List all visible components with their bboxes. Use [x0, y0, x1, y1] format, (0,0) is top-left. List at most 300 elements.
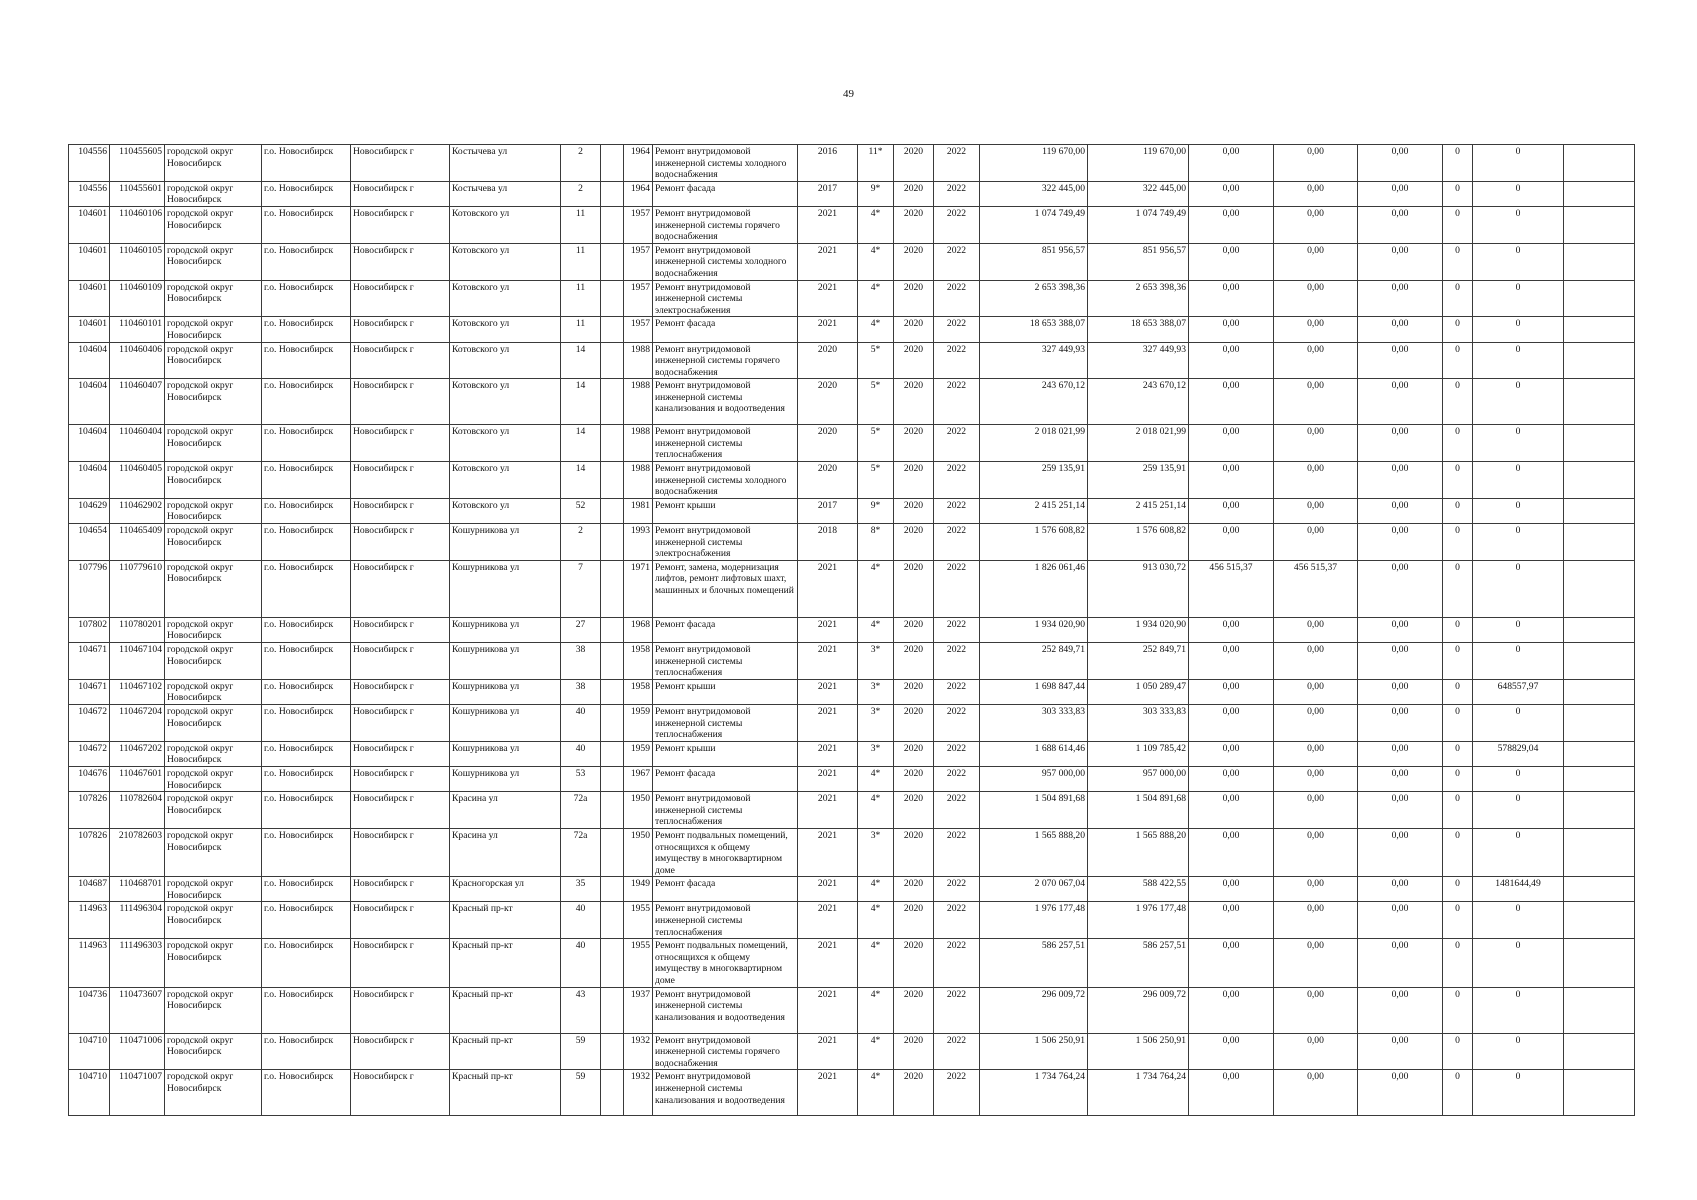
cell-federal-cost: 0,00	[1189, 317, 1274, 342]
cell-planned-year: 2021	[798, 617, 858, 642]
table-row	[69, 145, 1635, 182]
cell-priority: 4*	[858, 617, 894, 642]
cell-locality: Новосибирск г	[351, 145, 450, 182]
cell-planned-year: 2021	[798, 877, 858, 902]
cell-work-id: 110467601	[110, 766, 165, 791]
cell-federal-cost: 0,00	[1189, 425, 1274, 462]
cell-total-cost: 18 653 388,07	[980, 317, 1088, 342]
cell-local-budget-cost: 0,00	[1358, 643, 1443, 680]
cell-note	[1564, 939, 1635, 987]
cell-regional-budget-cost: 0,00	[1274, 828, 1358, 876]
cell-municipal-district: городской округ Новосибирск	[165, 498, 262, 523]
cell-work-id: 110467204	[110, 704, 165, 741]
cell-priority: 4*	[858, 280, 894, 317]
cell-house-id: 104671	[69, 679, 110, 704]
cell-house-id: 104556	[69, 181, 110, 206]
cell-priority: 4*	[858, 560, 894, 617]
cell-building	[601, 679, 624, 704]
cell-start-year: 2020	[894, 679, 934, 704]
cell-total-cost: 1 976 177,48	[980, 902, 1088, 939]
cell-work-type: Ремонт внутридомовой инженерной системы теплоснабжения	[653, 643, 798, 680]
cell-regional-fund-cost: 1 074 749,49	[1088, 206, 1189, 243]
cell-locality: Новосибирск г	[351, 643, 450, 680]
cell-house-number: 43	[561, 987, 601, 1033]
cell-house-number: 59	[561, 1033, 601, 1070]
cell-end-year: 2022	[934, 679, 980, 704]
cell-federal-cost: 0,00	[1189, 379, 1274, 425]
cell-house-number: 27	[561, 617, 601, 642]
cell-priority: 4*	[858, 766, 894, 791]
cell-locality: Новосибирск г	[351, 617, 450, 642]
cell-house-id: 104672	[69, 741, 110, 766]
cell-note	[1564, 181, 1635, 206]
cell-work-id: 110467202	[110, 741, 165, 766]
cell-local-budget-cost: 0,00	[1358, 902, 1443, 939]
cell-local-budget-cost: 0,00	[1358, 181, 1443, 206]
cell-build-year: 1957	[624, 206, 653, 243]
cell-build-year: 1955	[624, 902, 653, 939]
cell-local-budget-cost: 0,00	[1358, 342, 1443, 379]
cell-locality: Новосибирск г	[351, 902, 450, 939]
cell-house-number: 7	[561, 560, 601, 617]
cell-street: Кошурникова ул	[450, 704, 561, 741]
cell-other-cost: 0	[1443, 524, 1473, 561]
cell-regional-fund-cost: 259 135,91	[1088, 462, 1189, 499]
cell-note	[1564, 425, 1635, 462]
cell-work-type: Ремонт внутридомовой инженерной системы теплоснабжения	[653, 704, 798, 741]
cell-regional-budget-cost: 0,00	[1274, 987, 1358, 1033]
cell-start-year: 2020	[894, 317, 934, 342]
cell-end-year: 2022	[934, 342, 980, 379]
cell-municipal-district: городской округ Новосибирск	[165, 280, 262, 317]
cell-local-budget-cost: 0,00	[1358, 243, 1443, 280]
cell-regional-fund-cost: 1 504 891,68	[1088, 792, 1189, 829]
cell-total-cost: 252 849,71	[980, 643, 1088, 680]
cell-priority: 8*	[858, 524, 894, 561]
cell-regional-budget-cost: 0,00	[1274, 939, 1358, 987]
cell-owners-funds: 648557,97	[1473, 679, 1564, 704]
cell-federal-cost: 0,00	[1189, 987, 1274, 1033]
cell-regional-fund-cost: 1 109 785,42	[1088, 741, 1189, 766]
cell-priority: 4*	[858, 1033, 894, 1070]
cell-total-cost: 2 070 067,04	[980, 877, 1088, 902]
cell-municipal-district: городской округ Новосибирск	[165, 524, 262, 561]
cell-street: Красный пр-кт	[450, 902, 561, 939]
cell-federal-cost: 0,00	[1189, 342, 1274, 379]
cell-regional-fund-cost: 2 653 398,36	[1088, 280, 1189, 317]
cell-regional-fund-cost: 1 934 020,90	[1088, 617, 1189, 642]
cell-start-year: 2020	[894, 243, 934, 280]
cell-planned-year: 2021	[798, 939, 858, 987]
cell-house-number: 40	[561, 902, 601, 939]
cell-priority: 4*	[858, 792, 894, 829]
cell-municipality: г.о. Новосибирск	[262, 643, 351, 680]
cell-total-cost: 1 506 250,91	[980, 1033, 1088, 1070]
cell-building	[601, 617, 624, 642]
cell-owners-funds: 0	[1473, 643, 1564, 680]
cell-federal-cost: 0,00	[1189, 181, 1274, 206]
cell-local-budget-cost: 0,00	[1358, 1033, 1443, 1070]
cell-note	[1564, 243, 1635, 280]
cell-total-cost: 1 698 847,44	[980, 679, 1088, 704]
cell-owners-funds: 0	[1473, 280, 1564, 317]
table-row	[69, 342, 1635, 379]
cell-house-id: 104601	[69, 280, 110, 317]
cell-regional-fund-cost: 1 576 608,82	[1088, 524, 1189, 561]
cell-priority: 5*	[858, 425, 894, 462]
cell-regional-budget-cost: 0,00	[1274, 792, 1358, 829]
cell-local-budget-cost: 0,00	[1358, 741, 1443, 766]
table-row	[69, 425, 1635, 462]
cell-building	[601, 902, 624, 939]
cell-owners-funds: 578829,04	[1473, 741, 1564, 766]
cell-street: Кошурникова ул	[450, 679, 561, 704]
cell-priority: 4*	[858, 877, 894, 902]
cell-end-year: 2022	[934, 792, 980, 829]
cell-start-year: 2020	[894, 877, 934, 902]
cell-municipality: г.о. Новосибирск	[262, 1070, 351, 1116]
cell-house-number: 14	[561, 379, 601, 425]
cell-locality: Новосибирск г	[351, 877, 450, 902]
table-row	[69, 243, 1635, 280]
cell-federal-cost: 0,00	[1189, 1033, 1274, 1070]
cell-start-year: 2020	[894, 145, 934, 182]
cell-federal-cost: 0,00	[1189, 498, 1274, 523]
cell-regional-fund-cost: 588 422,55	[1088, 877, 1189, 902]
cell-work-id: 110780201	[110, 617, 165, 642]
cell-end-year: 2022	[934, 425, 980, 462]
cell-other-cost: 0	[1443, 280, 1473, 317]
cell-work-id: 110779610	[110, 560, 165, 617]
cell-municipality: г.о. Новосибирск	[262, 145, 351, 182]
cell-municipal-district: городской округ Новосибирск	[165, 243, 262, 280]
cell-building	[601, 1070, 624, 1116]
cell-regional-fund-cost: 586 257,51	[1088, 939, 1189, 987]
cell-work-type: Ремонт фасада	[653, 766, 798, 791]
cell-regional-fund-cost: 322 445,00	[1088, 181, 1189, 206]
cell-house-id: 107802	[69, 617, 110, 642]
cell-federal-cost: 0,00	[1189, 704, 1274, 741]
cell-work-type: Ремонт фасада	[653, 877, 798, 902]
cell-owners-funds: 0	[1473, 902, 1564, 939]
cell-house-number: 72а	[561, 792, 601, 829]
cell-work-id: 110462902	[110, 498, 165, 523]
cell-local-budget-cost: 0,00	[1358, 560, 1443, 617]
cell-build-year: 1932	[624, 1070, 653, 1116]
cell-build-year: 1988	[624, 462, 653, 499]
cell-end-year: 2022	[934, 317, 980, 342]
table-row	[69, 206, 1635, 243]
cell-work-type: Ремонт крыши	[653, 498, 798, 523]
cell-federal-cost: 0,00	[1189, 462, 1274, 499]
cell-planned-year: 2020	[798, 462, 858, 499]
cell-work-id: 110460106	[110, 206, 165, 243]
cell-other-cost: 0	[1443, 145, 1473, 182]
cell-note	[1564, 1070, 1635, 1116]
cell-work-id: 110460404	[110, 425, 165, 462]
cell-planned-year: 2021	[798, 766, 858, 791]
cell-work-type: Ремонт внутридомовой инженерной системы канализования и водоотведения	[653, 1070, 798, 1116]
cell-building	[601, 181, 624, 206]
cell-start-year: 2020	[894, 792, 934, 829]
cell-start-year: 2020	[894, 704, 934, 741]
cell-work-id: 110471007	[110, 1070, 165, 1116]
cell-priority: 3*	[858, 828, 894, 876]
cell-regional-budget-cost: 0,00	[1274, 342, 1358, 379]
cell-building	[601, 206, 624, 243]
cell-building	[601, 877, 624, 902]
cell-work-id: 111496304	[110, 902, 165, 939]
cell-work-type: Ремонт крыши	[653, 679, 798, 704]
cell-planned-year: 2021	[798, 243, 858, 280]
cell-start-year: 2020	[894, 181, 934, 206]
cell-house-id: 104604	[69, 462, 110, 499]
cell-start-year: 2020	[894, 342, 934, 379]
cell-municipality: г.о. Новосибирск	[262, 425, 351, 462]
cell-municipal-district: городской округ Новосибирск	[165, 342, 262, 379]
cell-note	[1564, 617, 1635, 642]
cell-regional-budget-cost: 0,00	[1274, 766, 1358, 791]
cell-total-cost: 1 826 061,46	[980, 560, 1088, 617]
cell-locality: Новосибирск г	[351, 342, 450, 379]
cell-locality: Новосибирск г	[351, 828, 450, 876]
cell-building	[601, 243, 624, 280]
cell-other-cost: 0	[1443, 741, 1473, 766]
cell-other-cost: 0	[1443, 498, 1473, 523]
cell-planned-year: 2021	[798, 987, 858, 1033]
cell-street: Котовского ул	[450, 462, 561, 499]
cell-municipality: г.о. Новосибирск	[262, 560, 351, 617]
cell-locality: Новосибирск г	[351, 425, 450, 462]
cell-owners-funds: 0	[1473, 181, 1564, 206]
cell-total-cost: 259 135,91	[980, 462, 1088, 499]
cell-owners-funds: 0	[1473, 145, 1564, 182]
cell-owners-funds: 0	[1473, 1033, 1564, 1070]
cell-house-id: 104604	[69, 379, 110, 425]
table-row	[69, 987, 1635, 1033]
cell-start-year: 2020	[894, 939, 934, 987]
cell-municipality: г.о. Новосибирск	[262, 1033, 351, 1070]
cell-total-cost: 586 257,51	[980, 939, 1088, 987]
cell-note	[1564, 792, 1635, 829]
cell-federal-cost: 0,00	[1189, 145, 1274, 182]
cell-owners-funds: 0	[1473, 462, 1564, 499]
cell-planned-year: 2017	[798, 498, 858, 523]
cell-start-year: 2020	[894, 524, 934, 561]
cell-regional-fund-cost: 327 449,93	[1088, 342, 1189, 379]
cell-municipality: г.о. Новосибирск	[262, 342, 351, 379]
cell-building	[601, 828, 624, 876]
cell-locality: Новосибирск г	[351, 1033, 450, 1070]
cell-end-year: 2022	[934, 145, 980, 182]
cell-work-id: 110460105	[110, 243, 165, 280]
cell-house-id: 107796	[69, 560, 110, 617]
cell-start-year: 2020	[894, 741, 934, 766]
cell-start-year: 2020	[894, 617, 934, 642]
cell-build-year: 1964	[624, 181, 653, 206]
cell-regional-fund-cost: 2 415 251,14	[1088, 498, 1189, 523]
table-row	[69, 939, 1635, 987]
cell-other-cost: 0	[1443, 425, 1473, 462]
cell-street: Костычева ул	[450, 145, 561, 182]
cell-street: Красногорская ул	[450, 877, 561, 902]
cell-work-type: Ремонт подвальных помещений, относящихся к общему имуществу в многоквартирном доме	[653, 828, 798, 876]
cell-local-budget-cost: 0,00	[1358, 498, 1443, 523]
cell-regional-budget-cost: 0,00	[1274, 280, 1358, 317]
cell-house-number: 14	[561, 342, 601, 379]
cell-total-cost: 1 934 020,90	[980, 617, 1088, 642]
cell-end-year: 2022	[934, 206, 980, 243]
cell-build-year: 1964	[624, 145, 653, 182]
cell-house-id: 104710	[69, 1033, 110, 1070]
cell-municipal-district: городской округ Новосибирск	[165, 145, 262, 182]
cell-end-year: 2022	[934, 877, 980, 902]
cell-note	[1564, 206, 1635, 243]
cell-work-type: Ремонт подвальных помещений, относящихся к общему имуществу в многоквартирном доме	[653, 939, 798, 987]
cell-federal-cost: 0,00	[1189, 524, 1274, 561]
cell-regional-fund-cost: 1 050 289,47	[1088, 679, 1189, 704]
cell-planned-year: 2021	[798, 1033, 858, 1070]
cell-locality: Новосибирск г	[351, 462, 450, 499]
cell-building	[601, 560, 624, 617]
cell-build-year: 1950	[624, 828, 653, 876]
cell-priority: 11*	[858, 145, 894, 182]
cell-end-year: 2022	[934, 828, 980, 876]
cell-local-budget-cost: 0,00	[1358, 877, 1443, 902]
table-row	[69, 877, 1635, 902]
cell-building	[601, 317, 624, 342]
cell-regional-budget-cost: 0,00	[1274, 704, 1358, 741]
cell-street: Красный пр-кт	[450, 987, 561, 1033]
cell-total-cost: 1 074 749,49	[980, 206, 1088, 243]
cell-work-type: Ремонт внутридомовой инженерной системы канализования и водоотведения	[653, 379, 798, 425]
cell-build-year: 1959	[624, 704, 653, 741]
cell-planned-year: 2021	[798, 902, 858, 939]
table-row	[69, 679, 1635, 704]
cell-work-type: Ремонт фасада	[653, 181, 798, 206]
cell-end-year: 2022	[934, 243, 980, 280]
cell-end-year: 2022	[934, 902, 980, 939]
cell-build-year: 1959	[624, 741, 653, 766]
cell-work-id: 110465409	[110, 524, 165, 561]
cell-regional-budget-cost: 0,00	[1274, 679, 1358, 704]
cell-owners-funds: 0	[1473, 939, 1564, 987]
cell-local-budget-cost: 0,00	[1358, 766, 1443, 791]
cell-house-number: 2	[561, 145, 601, 182]
cell-house-number: 14	[561, 462, 601, 499]
cell-regional-budget-cost: 456 515,37	[1274, 560, 1358, 617]
cell-house-id: 114963	[69, 902, 110, 939]
cell-end-year: 2022	[934, 181, 980, 206]
table-row	[69, 462, 1635, 499]
cell-house-number: 52	[561, 498, 601, 523]
cell-locality: Новосибирск г	[351, 560, 450, 617]
cell-municipality: г.о. Новосибирск	[262, 379, 351, 425]
table-row	[69, 704, 1635, 741]
cell-municipality: г.о. Новосибирск	[262, 243, 351, 280]
cell-priority: 4*	[858, 902, 894, 939]
cell-build-year: 1971	[624, 560, 653, 617]
cell-regional-budget-cost: 0,00	[1274, 1033, 1358, 1070]
cell-house-id: 104604	[69, 342, 110, 379]
cell-end-year: 2022	[934, 462, 980, 499]
cell-federal-cost: 0,00	[1189, 792, 1274, 829]
cell-build-year: 1958	[624, 679, 653, 704]
cell-priority: 3*	[858, 741, 894, 766]
cell-regional-budget-cost: 0,00	[1274, 181, 1358, 206]
cell-local-budget-cost: 0,00	[1358, 679, 1443, 704]
cell-house-number: 11	[561, 317, 601, 342]
cell-house-id: 104601	[69, 317, 110, 342]
cell-priority: 3*	[858, 679, 894, 704]
cell-locality: Новосибирск г	[351, 766, 450, 791]
cell-other-cost: 0	[1443, 987, 1473, 1033]
cell-building	[601, 379, 624, 425]
cell-total-cost: 957 000,00	[980, 766, 1088, 791]
cell-note	[1564, 524, 1635, 561]
cell-regional-budget-cost: 0,00	[1274, 379, 1358, 425]
cell-work-type: Ремонт внутридомовой инженерной системы теплоснабжения	[653, 425, 798, 462]
cell-building	[601, 462, 624, 499]
cell-planned-year: 2020	[798, 342, 858, 379]
cell-house-number: 53	[561, 766, 601, 791]
cell-street: Кошурникова ул	[450, 617, 561, 642]
cell-municipal-district: городской округ Новосибирск	[165, 939, 262, 987]
cell-locality: Новосибирск г	[351, 206, 450, 243]
cell-work-type: Ремонт крыши	[653, 741, 798, 766]
cell-work-id: 110460101	[110, 317, 165, 342]
cell-local-budget-cost: 0,00	[1358, 828, 1443, 876]
cell-street: Котовского ул	[450, 206, 561, 243]
cell-municipal-district: городской округ Новосибирск	[165, 902, 262, 939]
cell-owners-funds: 0	[1473, 379, 1564, 425]
cell-planned-year: 2021	[798, 206, 858, 243]
cell-end-year: 2022	[934, 1070, 980, 1116]
cell-work-id: 110455601	[110, 181, 165, 206]
cell-start-year: 2020	[894, 560, 934, 617]
cell-municipality: г.о. Новосибирск	[262, 766, 351, 791]
cell-work-type: Ремонт внутридомовой инженерной системы холодного водоснабжения	[653, 243, 798, 280]
cell-building	[601, 342, 624, 379]
cell-start-year: 2020	[894, 498, 934, 523]
cell-total-cost: 303 333,83	[980, 704, 1088, 741]
cell-end-year: 2022	[934, 766, 980, 791]
table-row	[69, 560, 1635, 617]
cell-federal-cost: 0,00	[1189, 643, 1274, 680]
capital-repair-register-table	[68, 144, 1635, 1116]
cell-end-year: 2022	[934, 1033, 980, 1070]
cell-owners-funds: 0	[1473, 792, 1564, 829]
cell-house-number: 72а	[561, 828, 601, 876]
cell-note	[1564, 828, 1635, 876]
table-row	[69, 617, 1635, 642]
cell-other-cost: 0	[1443, 462, 1473, 499]
cell-build-year: 1950	[624, 792, 653, 829]
cell-priority: 4*	[858, 243, 894, 280]
cell-building	[601, 704, 624, 741]
cell-planned-year: 2021	[798, 792, 858, 829]
cell-other-cost: 0	[1443, 617, 1473, 642]
cell-other-cost: 0	[1443, 206, 1473, 243]
cell-house-id: 104672	[69, 704, 110, 741]
cell-municipal-district: городской округ Новосибирск	[165, 1033, 262, 1070]
cell-street: Костычева ул	[450, 181, 561, 206]
cell-planned-year: 2021	[798, 560, 858, 617]
cell-work-id: 110467104	[110, 643, 165, 680]
cell-local-budget-cost: 0,00	[1358, 524, 1443, 561]
cell-start-year: 2020	[894, 206, 934, 243]
cell-locality: Новосибирск г	[351, 741, 450, 766]
